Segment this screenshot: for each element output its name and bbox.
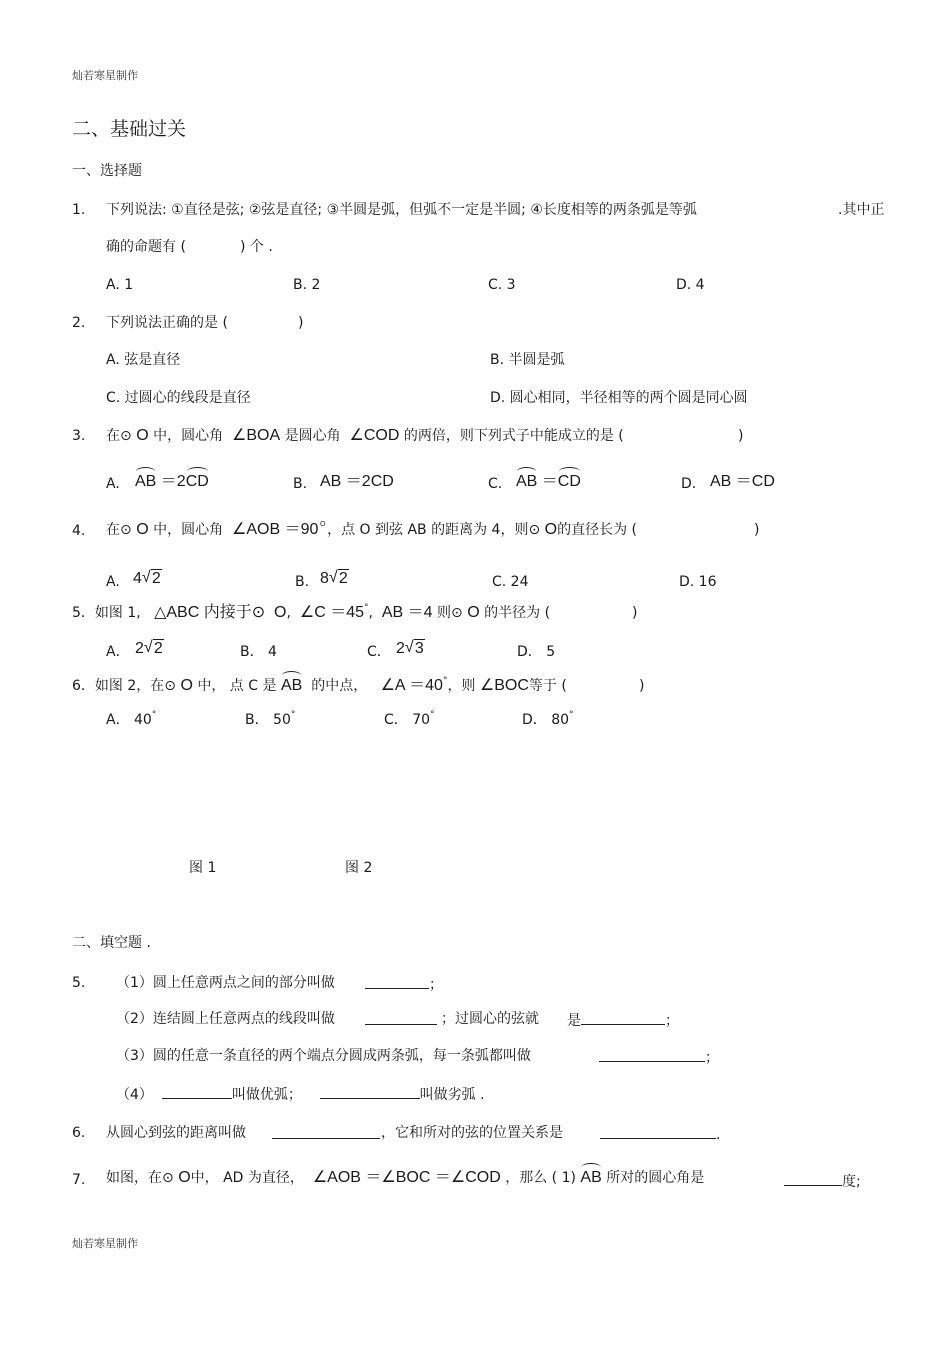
question-text: 从圆心到弦的距离叫做 xyxy=(106,1125,246,1141)
option-d-label: D. xyxy=(681,476,697,492)
page-header: 灿若寒星制作 xyxy=(72,69,138,82)
item-3-blank: ； xyxy=(599,1048,719,1066)
option-d: D． 5 xyxy=(517,644,556,660)
question-number: 7. xyxy=(72,1172,86,1188)
question-text-end: ) xyxy=(738,428,744,444)
figure-2-caption: 图 2 xyxy=(345,860,373,876)
question-number: 4. xyxy=(72,523,86,539)
question-text-end: ) xyxy=(754,522,760,538)
option-a-expr: 4 √ 2 xyxy=(133,569,161,587)
question-text: 5．如图 1, △ABC 内接于⊙ O, ∠C ＝45°, AB ＝4 则⊙ O 的半径为 ( xyxy=(72,603,551,621)
blank-2: . xyxy=(600,1125,720,1143)
question-number: 2. xyxy=(72,315,86,331)
question-number: 5. xyxy=(72,975,86,991)
item-4-text: （4） 叫做优弧； 叫做劣弧 . xyxy=(116,1087,485,1103)
option-c: C. 24 xyxy=(492,574,529,590)
question-number: 6. xyxy=(72,1125,86,1141)
option-d: D. 圆心相同，半径相等的两个圆是同心圆 xyxy=(490,390,748,406)
option-c-label: C． xyxy=(367,644,391,660)
question-text: 在⊙ O 中，圆心角 ∠BOA 是圆心角 ∠COD 的两倍，则下列式子中能成立的是 ( xyxy=(106,427,624,444)
question-text-cont: .其中正 xyxy=(838,202,885,218)
option-b: B． 4 xyxy=(240,644,277,660)
option-c: C. 3 xyxy=(488,277,516,293)
question-text: 如图，在⊙ O中， AD 为直径， ∠AOB ＝∠BOC ＝∠COD ，那么 ( 1) AB 所对的圆心角是 xyxy=(106,1169,705,1186)
option-a-expr: 2 √ 2 xyxy=(135,639,163,657)
question-number: 3. xyxy=(72,428,86,444)
question-text: 在⊙ O 中，圆心角 ∠AOB $=90^ㅇ$，点 O 到弦 AB 的距离为 4，则⊙ O的直径长为 ( xyxy=(106,520,638,538)
option-a-label: A． xyxy=(106,644,130,660)
option-a-label: A. xyxy=(106,574,120,590)
option-c-expr: 2 √ 3 xyxy=(396,639,424,657)
option-b-expr: AB ＝2CD xyxy=(320,473,394,490)
option-c: C. 过圆心的线段是直径 xyxy=(106,390,251,406)
question-text-end: ) 个 . xyxy=(240,239,273,255)
question-text-end: ) xyxy=(639,678,645,694)
option-a: A. 弦是直径 xyxy=(106,352,181,368)
question-text: 下列说法正确的是 ( xyxy=(106,315,228,331)
option-c-expr: AB ＝CD xyxy=(516,473,581,490)
figure-1-caption: 图 1 xyxy=(189,860,217,876)
option-b-label: B. xyxy=(293,476,308,492)
option-b: B. 2 xyxy=(293,277,321,293)
item-1-text: （1）圆上任意两点之间的部分叫做 xyxy=(116,975,335,991)
question-text-b: ，它和所对的弦的位置关系是 xyxy=(381,1125,563,1141)
question-text: 6．如图 2，在⊙ O 中， 点 C 是 AB 的中点， ∠A ＝40°，则 ∠BOC等于 ( xyxy=(72,676,567,694)
blank: 度; xyxy=(784,1172,861,1190)
option-c-label: C. xyxy=(488,476,503,492)
option-a: A． 40° xyxy=(106,710,157,728)
section-title: 二、基础过关 xyxy=(72,118,187,140)
option-b: B． 50° xyxy=(245,710,296,728)
blank-1 xyxy=(272,1125,380,1143)
option-a-label: A. xyxy=(106,476,120,492)
option-b-expr: 8 √ 2 xyxy=(320,569,348,587)
option-b-label: B. xyxy=(295,574,310,590)
item-2-blank-1 xyxy=(365,1011,437,1029)
question-number: 1. xyxy=(72,202,86,218)
item-2-blank-2: 是 ； xyxy=(567,1013,679,1029)
item-3-text: （3）圆的任意一条直径的两个端点分圆成两条弧，每一条弧都叫做 xyxy=(116,1048,531,1064)
item-1-blank: ； xyxy=(365,975,443,993)
question-text-end: ) xyxy=(632,605,638,621)
part2-title: 二、填空题 . xyxy=(72,935,151,951)
item-2-text: （2）连结圆上任意两点的线段叫做 xyxy=(116,1011,335,1027)
question-text-end: ) xyxy=(298,315,304,331)
question-text-line2: 确的命题有 ( xyxy=(106,239,186,255)
item-2-text-b: ；过圆心的弦就 xyxy=(441,1011,539,1027)
option-a: A. 1 xyxy=(106,277,134,293)
option-a-expr: AB ＝2CD xyxy=(135,473,209,490)
option-d: D. 4 xyxy=(676,277,705,293)
option-b: B. 半圆是弧 xyxy=(490,352,565,368)
question-text: 下列说法: ①直径是弦; ②弦是直径; ③半圆是弧，但弧不一定是半圆; ④长度相等的两条弧是等弧 xyxy=(106,202,697,218)
option-c: C． 70° xyxy=(384,710,435,728)
option-d: D． 80° xyxy=(522,710,574,728)
page-footer: 灿若寒星制作 xyxy=(72,1237,138,1250)
part1-title: 一、选择题 xyxy=(72,163,142,179)
option-d: D. 16 xyxy=(679,574,717,590)
option-d-expr: AB ＝CD xyxy=(710,473,775,490)
